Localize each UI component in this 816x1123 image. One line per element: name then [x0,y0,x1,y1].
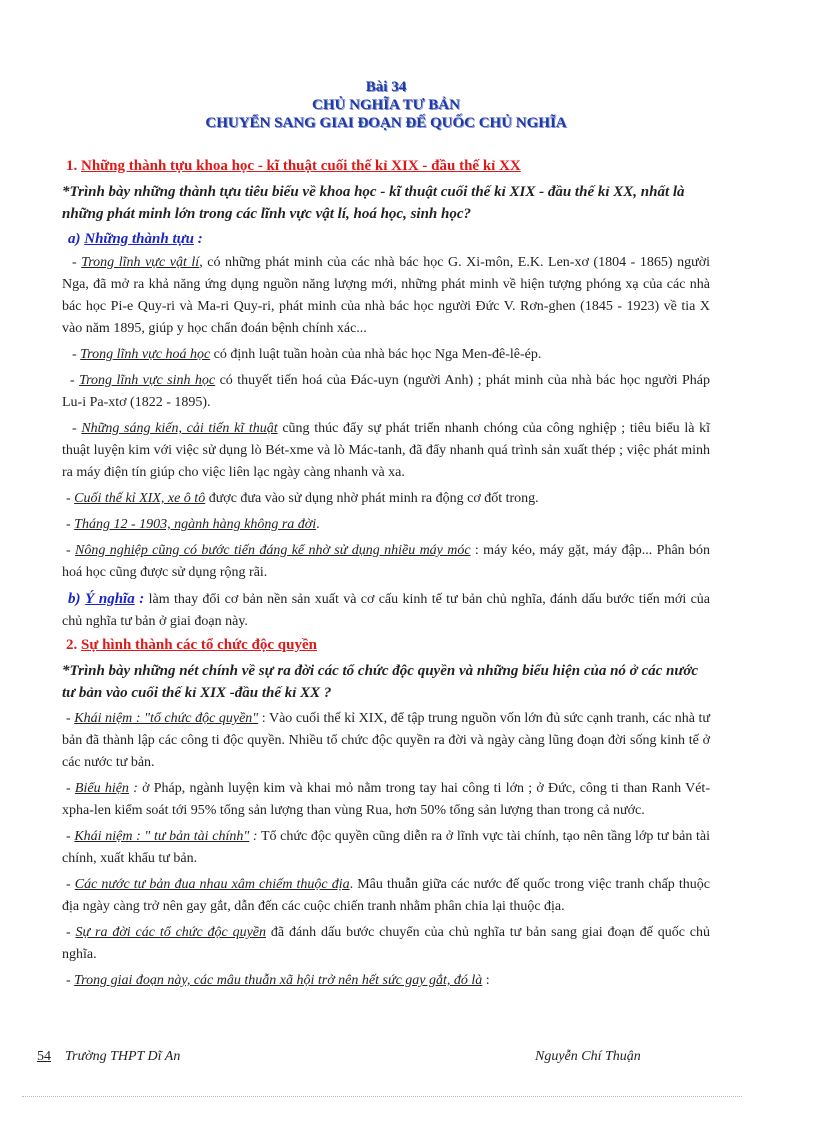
subheading-a [62,231,710,248]
lesson-title-line1: CHỦ NGHĨA TƯ BẢN [312,97,460,113]
lesson-title-block [62,78,710,132]
section1-number: 1. [66,158,78,174]
subheading-a-prefix: a) [68,231,81,247]
physics-label: Trong lĩnh vực vật lí [81,255,200,270]
subheading-a-title: Những thành tựu [84,231,194,247]
subheading-b: b) Ý nghĩa : [68,591,145,607]
section1-heading [62,158,710,175]
page-footer [37,1049,667,1065]
footer-divider [22,1096,742,1097]
paragraph-monopoly-concept: - Khái niệm : "tổ chức độc quyền" : Vào cuối thế kỉ XIX, để tập trung nguồn vốn lớn đủ sức cạnh tranh, các nhà tư bản đã thành lập các công ti độc quyền. Nhiều tổ chức độc quyền ra đời và ngày càng lũng đoạn đời sống kinh tế ở các nước tư bản. [62,711,710,770]
author-name: Nguyễn Chí Thuận [535,1049,641,1064]
paragraph-aviation: - Tháng 12 - 1903, ngành hàng không ra đời. [66,517,320,532]
agriculture-label: Nông nghiệp cũng có bước tiến đáng kể nhờ sử dụng nhiều máy móc [75,543,471,558]
paragraph-automobile: - Cuối thế kỉ XIX, xe ô tô được đưa vào sử dụng nhờ phát minh ra động cơ đốt trong. [66,491,539,506]
paragraph-biology: - Trong lĩnh vực sinh học có thuyết tiến hoá của Đác-uyn (người Anh) ; phát minh của nhà bác học người Pháp Lu-i Pa-xtơ (1822 - 1895). [62,373,710,410]
lesson-title-line2: CHUYỂN SANG GIAI ĐOẠN ĐẾ QUỐC CHỦ NGHĨA [205,115,567,131]
paragraph-innovations: - Những sáng kiến, cải tiến kĩ thuật cũng thúc đẩy sự phát triển nhanh chóng của công nghiệp ; tiêu biểu là kĩ thuật luyện kim với việc sử dụng lò Bét-xme và lò Mác-tanh, đã đẩy nhanh quá trình sản xuất thép ; việc phát minh ra máy điện tín giúp cho việc liên lạc ngày càng nhanh và xa. [62,421,710,480]
section2-question: *Trình bày những nét chính về sự ra đời các tổ chức độc quyền và những biểu hiện của nó ở các nước tư bản vào cuối thế kỉ XIX -đầu thế kỉ XX ? [62,663,699,701]
subheading-a-suffix: : [193,231,203,247]
colonies-label: Các nước tư bản đua nhau xâm chiếm thuộc địa [74,877,350,892]
contradictions-label: Trong giai đoạn này, các mâu thuẫn xã hội trở nên hết sức gay gắt, đó là [74,973,483,988]
automobile-label: Cuối thế kỉ XIX, xe ô tô [74,491,206,506]
paragraph-manifestation: - Biểu hiện : ở Pháp, ngành luyện kim và khai mỏ nằm trong tay hai công ti lớn ; ở Đức, công ti than Ranh Vét-xpha-len kiểm soát tới 95% tổng sản lượng than vùng Rua, hơn 50% tổng sản lượng than trong cả nước. [62,781,710,818]
paragraph-transition: - Sự ra đời các tổ chức độc quyền đã đánh dấu bước chuyển của chủ nghĩa tư bản sang giai đoạn đế quốc chủ nghĩa. [62,925,710,962]
section1-question: *Trình bày những thành tựu tiêu biểu về khoa học - kĩ thuật cuối thế kỉ XIX - đầu thế kỉ XX, nhất là những phát minh lớn trong các lĩnh vực vật lí, hoá học, sinh học? [62,184,685,222]
finance-capital-label: Khái niệm : " tư bản tài chính" [74,829,250,844]
aviation-label: Tháng 12 - 1903, ngành hàng không ra đời [74,517,317,532]
paragraph-colonies: - Các nước tư bản đua nhau xâm chiếm thuộc địa. Mâu thuẫn giữa các nước đế quốc trong việc tranh chấp thuộc địa ngày càng trở nên gay gắt, dẫn đến các cuộc chiến tranh nhằm phân chia lại thuộc địa. [62,877,710,914]
paragraph-contradictions: - Trong giai đoạn này, các mâu thuẫn xã hội trở nên hết sức gay gắt, đó là : [66,973,490,988]
paragraph-physics: - Trong lĩnh vực vật lí, có những phát minh của các nhà bác học G. Xi-môn, E.K. Len-xơ (1804 - 1865) người Nga, đã mở ra khả năng ứng dụng nguồn năng lượng mới, những phát minh về hiện tượng phóng xạ của các nhà bác học Pi-e Quy-ri và Ma-ri Quy-ri, phát minh của nhà bác học người Đức V. Rơn-ghen (1845 - 1923) về tia X vào năm 1895, giúp y học chẩn đoán bệnh chính xác... [62,255,710,336]
innovations-label: Những sáng kiến, cải tiến kĩ thuật [81,421,278,436]
paragraph-agriculture: - Nông nghiệp cũng có bước tiến đáng kể nhờ sử dụng nhiều máy móc : máy kéo, máy gặt, máy đập... Phân bón hoá học cũng được sử dụng rộng rãi. [62,543,711,580]
manifestation-label: Biểu hiện [74,781,129,796]
monopoly-concept-label: Khái niệm : "tổ chức độc quyền" [74,711,259,726]
paragraph-significance: b) Ý nghĩa : làm thay đổi cơ bản nền sản xuất và cơ cấu kinh tế tư bản chủ nghĩa, đánh dấu bước tiến mới của chủ nghĩa tư bản ở giai đoạn này. [62,591,710,629]
page-number: 54 [37,1049,51,1064]
transition-label: Sự ra đời các tổ chức độc quyền [75,925,267,940]
lesson-number: Bài 34 [365,79,407,95]
section2-heading [62,637,710,654]
chemistry-label: Trong lĩnh vực hoá học [80,347,211,362]
subheading-b-title: Ý nghĩa [85,591,135,607]
section2-title: Sự hình thành các tổ chức độc quyền [81,637,317,653]
document-page [62,60,710,992]
school-name: Trường THPT Dĩ An [65,1049,181,1064]
paragraph-finance-capital: - Khái niệm : " tư bản tài chính" : Tổ chức độc quyền cũng diễn ra ở lĩnh vực tài chính, tạo nên tầng lớp tư bản tài chính, xuất khẩu tư bản. [62,829,710,866]
section2-number: 2. [66,637,78,653]
paragraph-chemistry: - Trong lĩnh vực hoá học có định luật tuần hoàn của nhà bác học Nga Men-đê-lê-ép. [72,347,542,362]
section1-title: Những thành tựu khoa học - kĩ thuật cuối thế kỉ XIX - đầu thế kỉ XX [81,158,521,174]
biology-label: Trong lĩnh vực sinh học [79,373,216,388]
